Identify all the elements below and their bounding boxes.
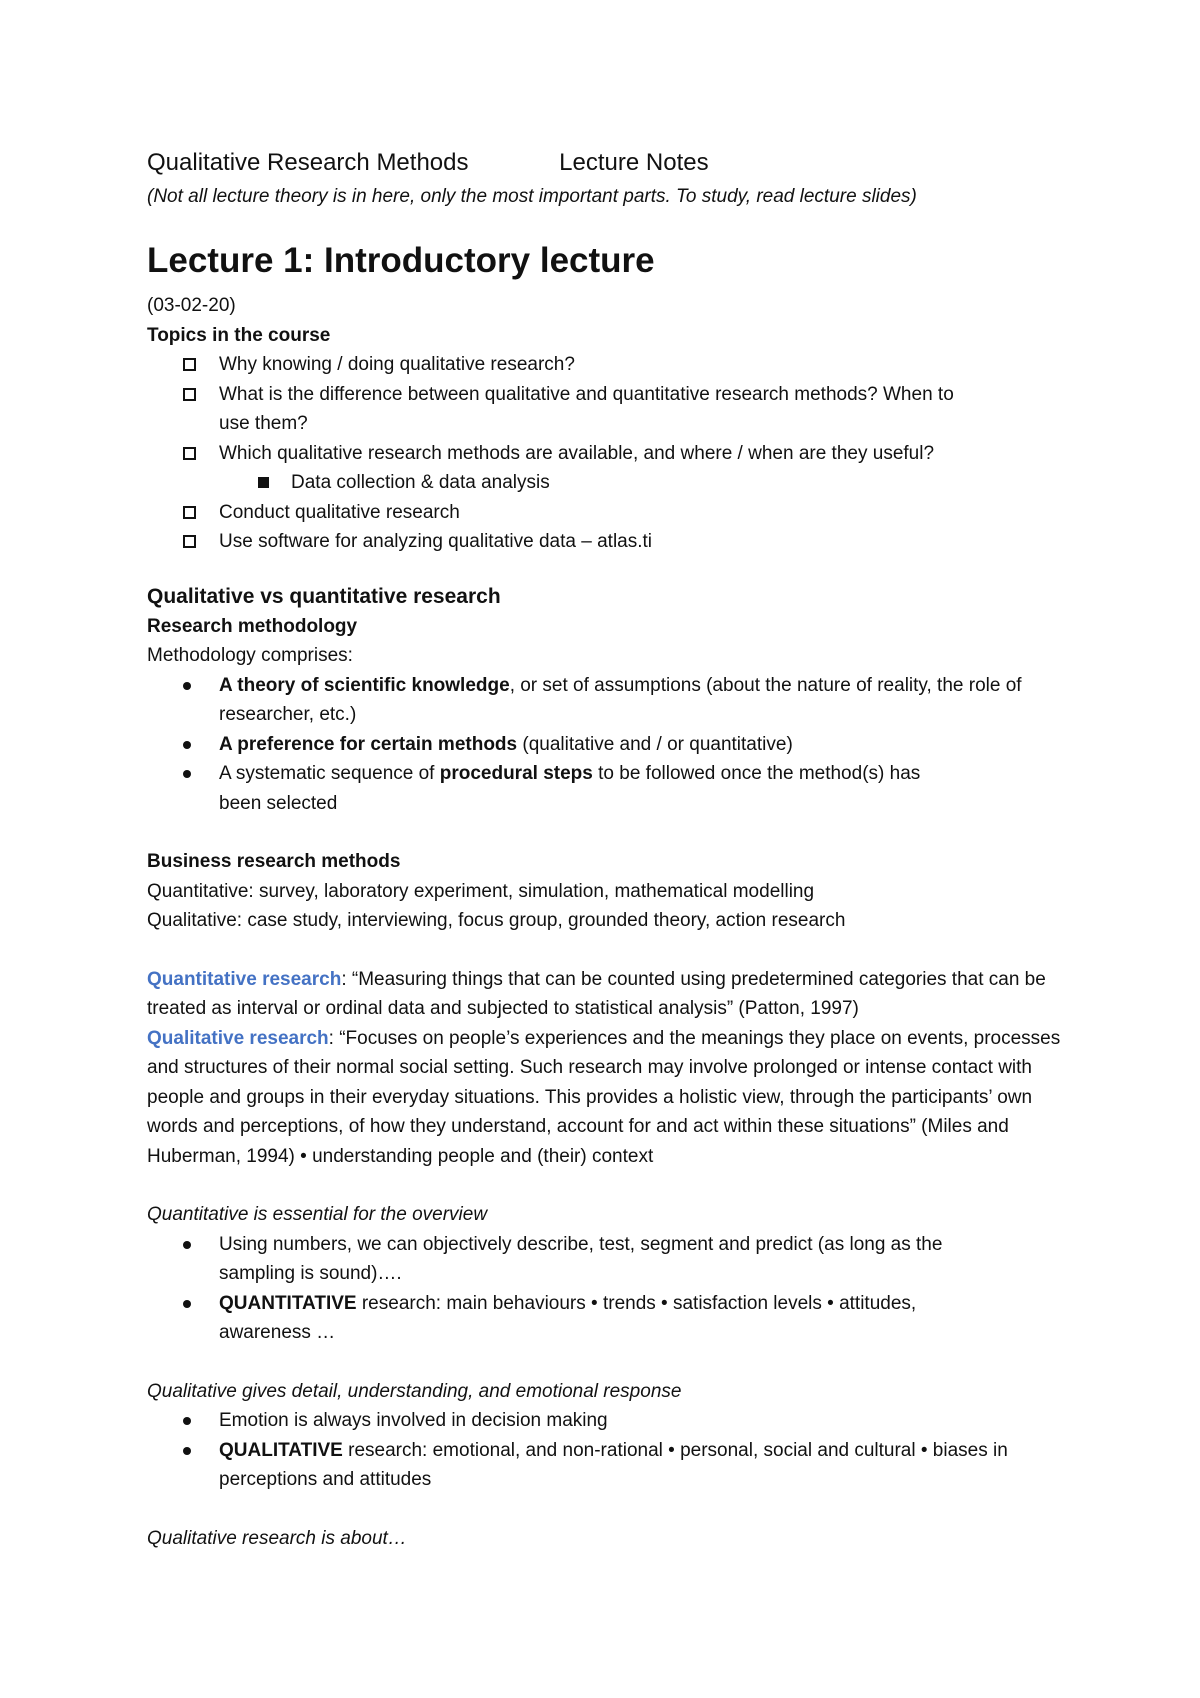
- bullet-bold: procedural steps: [439, 763, 593, 784]
- definition-text: : “Focuses on people’s experiences and the meanings they place on events, processes and structures of their normal social setting. Such research may involve prolonged or intense contact with people and groups in their everyday situations. This provides a holistic view, through the participants’ own words and perceptions, of how they understand, account for and act within these situations” (Miles and Huberman, 1994) • understanding people and (their) context: [147, 1027, 1061, 1167]
- overview-heading: Quantitative is essential for the overview: [147, 1204, 488, 1225]
- square-bullet-icon: [258, 477, 269, 488]
- bullet-icon: [183, 770, 191, 778]
- bullet-text: A systematic sequence of: [219, 763, 440, 784]
- topic-text: Conduct qualitative research: [219, 501, 460, 523]
- topic-item: [147, 380, 1067, 439]
- lecture-date: (03-02-20): [147, 295, 236, 316]
- quantitative-definition: [147, 965, 1067, 1024]
- topic-item: [147, 527, 1067, 557]
- qualitative-definition: [147, 1024, 1067, 1172]
- bullet-icon: [183, 1447, 191, 1455]
- checkbox-icon: [183, 388, 196, 401]
- definition-label: Qualitative research: [147, 1027, 329, 1049]
- topic-subitem: [147, 468, 1067, 498]
- bullet-text: to be followed once the method(s) has been selected: [219, 763, 921, 814]
- overview-bullet: [147, 1230, 1067, 1289]
- bullet-text: (qualitative and / or quantitative): [517, 733, 793, 755]
- checkbox-icon: [183, 535, 196, 548]
- subsection-heading: Research methodology: [147, 615, 358, 637]
- bullet-text: research: emotional, and non-rational • personal, social and cultural • biases in perceptions and attitudes: [219, 1439, 1008, 1490]
- document-header: [147, 146, 1067, 180]
- bullet-bold: QUANTITATIVE: [219, 1292, 357, 1314]
- checkbox-icon: [183, 447, 196, 460]
- document-content: [147, 146, 1067, 1553]
- business-qualitative: Qualitative: case study, interviewing, focus group, grounded theory, action research: [147, 910, 846, 931]
- topic-text: Use software for analyzing qualitative data – atlas.ti: [219, 531, 653, 552]
- bullet-bold: A theory of scientific knowledge: [219, 674, 510, 696]
- bullet-text: Using numbers, we can objectively describe, test, segment and predict (as long as the sampling is sound)….: [219, 1233, 943, 1284]
- course-title: Qualitative Research Methods: [147, 149, 469, 176]
- lecture-number: Lecture 1:: [147, 241, 315, 280]
- bullet-text: research: main behaviours • trends • satisfaction levels • attitudes, awareness …: [219, 1292, 917, 1343]
- checkbox-icon: [183, 358, 196, 371]
- topic-text: Which qualitative research methods are available, and where / when are they useful?: [219, 442, 935, 464]
- topics-heading: Topics in the course: [147, 324, 331, 346]
- disclaimer-note: (Not all lecture theory is in here, only the most important parts. To study, read lecture slides): [147, 186, 917, 207]
- section-heading: Qualitative vs quantitative research: [147, 584, 501, 608]
- methodology-intro: Methodology comprises:: [147, 645, 353, 666]
- topic-item: [147, 498, 1067, 528]
- detail-heading: Qualitative gives detail, understanding, and emotional response: [147, 1380, 682, 1402]
- notes-label: Lecture Notes: [559, 149, 709, 176]
- topic-text: Why knowing / doing qualitative research?: [219, 354, 575, 375]
- checkbox-icon: [183, 506, 196, 519]
- business-heading: Business research methods: [147, 851, 401, 872]
- bullet-bold: A preference for certain methods: [219, 733, 518, 755]
- topic-text: Data collection & data analysis: [291, 472, 550, 493]
- topic-item: [147, 350, 1067, 380]
- lecture-name: Introductory lecture: [324, 241, 655, 280]
- business-quantitative: Quantitative: survey, laboratory experiment, simulation, mathematical modelling: [147, 880, 815, 902]
- bullet-text: Emotion is always involved in decision making: [219, 1410, 608, 1431]
- bullet-icon: [183, 1300, 191, 1308]
- bullet-icon: [183, 1417, 191, 1425]
- bullet-icon: [183, 741, 191, 749]
- methodology-bullet: [147, 730, 1067, 760]
- lecture-title: [147, 239, 1067, 283]
- definition-label: Quantitative research: [147, 968, 342, 990]
- detail-bullet: [147, 1436, 1067, 1495]
- detail-bullet: [147, 1406, 1067, 1436]
- bullet-text: , or set of assumptions (about the nature of reality, the role of researcher, etc.): [219, 674, 1022, 725]
- bullet-bold: QUALITATIVE: [219, 1439, 343, 1461]
- definition-text: : “Measuring things that can be counted using predetermined categories that can be treated as interval or ordinal data and subjected to statistical analysis” (Patton, 1997): [147, 968, 1046, 1019]
- bullet-icon: [183, 1241, 191, 1249]
- topic-item: [147, 439, 1067, 469]
- topic-text: What is the difference between qualitative and quantitative research methods? When to use them?: [219, 383, 954, 434]
- bullet-icon: [183, 682, 191, 690]
- methodology-bullet: [147, 759, 1067, 818]
- methodology-bullet: [147, 671, 1067, 730]
- about-heading: Qualitative research is about…: [147, 1527, 407, 1549]
- overview-bullet: [147, 1289, 1067, 1348]
